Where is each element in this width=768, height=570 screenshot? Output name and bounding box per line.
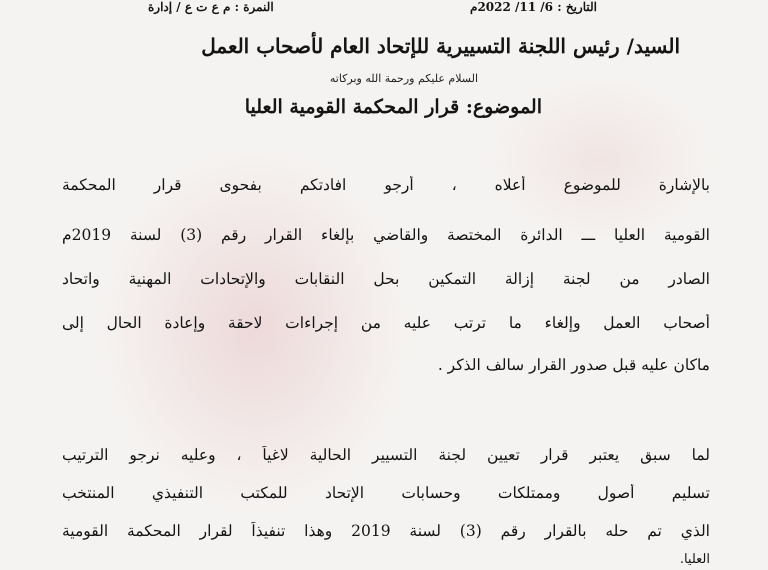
body-line: بالإشارة للموضوع أعلاه ، أرجو افادتكم بفحوى قرار المحكمة [62, 176, 710, 194]
body-line: العليا. [679, 552, 710, 567]
letter-addressee: السيد/ رئيس اللجنة التسييرية للإتحاد العام لأصحاب العمل [201, 34, 680, 58]
letter-reference: النمرة : م ع ت ع / إدارة [148, 0, 274, 14]
letter-date: التاريخ : 6/ 11/ 2022م [470, 0, 597, 14]
body-line: الذي تم حله بالقرار رقم (3) لسنة 2019 وهذا تنفيذاً لقرار المحكمة القومية [62, 522, 710, 540]
body-line: الصادر من لجنة إزالة التمكين بحل النقابات والإتحادات المهنية واتحاد [62, 270, 710, 288]
letter-subject: الموضوع: قرار المحكمة القومية العليا [244, 96, 542, 118]
letter-greeting: السلام عليكم ورحمة الله وبركاته [329, 72, 478, 85]
body-line: ماكان عليه قبل صدور القرار سالف الذكر . [437, 356, 710, 374]
body-line: تسليم أصول وممتلكات وحسابات الإتحاد للمكتب التنفيذي المنتخب [62, 484, 710, 502]
body-line: لما سبق يعتبر قرار تعيين لجنة التسيير الحالية لاغياً ، وعليه نرجو الترتيب [62, 446, 710, 464]
body-line: أصحاب العمل وإلغاء ما ترتب عليه من إجراءات لاحقة وإعادة الحال إلى [62, 314, 710, 332]
body-line: القومية العليا ـــ الدائرة المختصة والقاضي بإلغاء القرار رقم (3) لسنة 2019م [62, 226, 710, 244]
